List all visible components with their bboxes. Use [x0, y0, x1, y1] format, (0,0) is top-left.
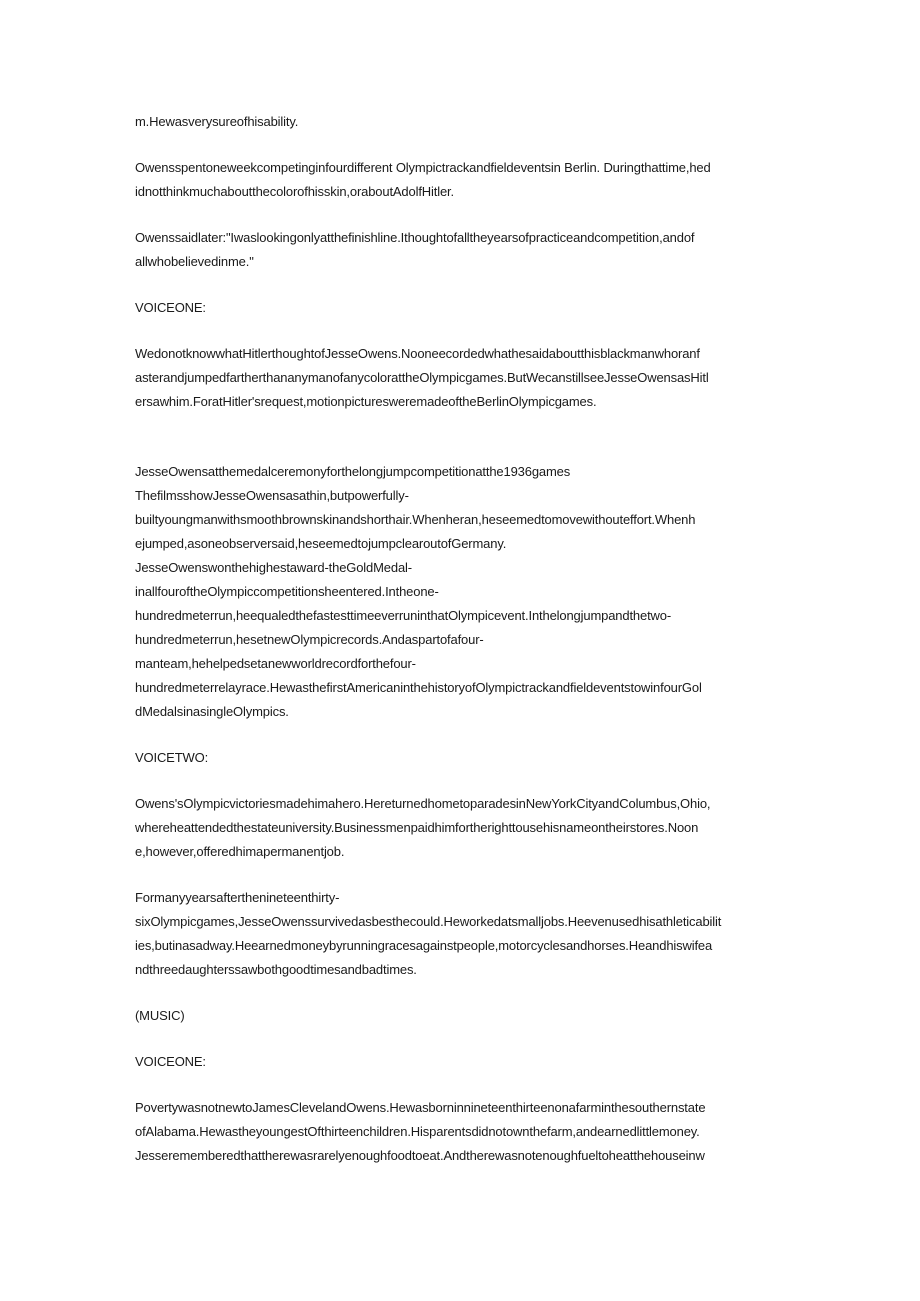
text-line: hundredmeterrun,hesetnewOlympicrecords.Andaspartofafour- — [135, 632, 484, 647]
text-line: whereheattendedthestateuniversity.Businessmenpaidhimfortherighttousehisnameontheirstores.Noon — [135, 820, 699, 835]
paragraph-gap — [135, 982, 787, 1004]
text-line: manteam,hehelpedsetanewworldrecordforthefour- — [135, 656, 416, 671]
text-line: ndthreedaughterssawbothgoodtimesandbadtimes. — [135, 962, 417, 977]
text-line: Owensspentoneweekcompetinginfourdifferent Olympictrackandfieldeventsin Berlin. Duringthattime,hed — [135, 160, 711, 175]
text-line: WedonotknowwhatHitlerthoughtofJesseOwens.Nooneecordedwhathesaidaboutthisblackmanwhoranf — [135, 346, 700, 361]
text-line: ofAlabama.HewastheyoungestOfthirteenchildren.Hisparentsdidnotownthefarm,andearnedlittlemoney. — [135, 1124, 700, 1139]
text-line: Jesserememberedthattherewasrarelyenoughfoodtoeat.Andtherewasnotenoughfueltoheatthehouseinw — [135, 1148, 705, 1163]
text-line: Owens'sOlympicvictoriesmadehimahero.HereturnedhometoparadesinNewYorkCityandColumbus,Ohio, — [135, 796, 711, 811]
paragraph-gap — [135, 770, 787, 792]
text-line: ThefilmsshowJesseOwensasathin,butpowerfully- — [135, 488, 409, 503]
paragraph-gap — [135, 274, 787, 296]
photo-caption: JesseOwensatthemedalceremonyforthelongjumpcompetitionatthe1936games — [135, 464, 571, 479]
text-line: PovertywasnotnewtoJamesClevelandOwens.Hewasborninnineteenthirteenonafarminthesouthernstate — [135, 1100, 706, 1115]
document-page — [135, 110, 787, 1168]
text-line: ersawhim.ForatHitler'srequest,motionpicturesweremadeoftheBerlinOlympicgames. — [135, 394, 597, 409]
text-line: JesseOwenswonthehighestaward-theGoldMedal- — [135, 560, 412, 575]
text-line: Owenssaidlater:"Iwaslookingonlyatthefinishline.Ithoughtofalltheyearsofpracticeandcompetition,andof — [135, 230, 695, 245]
speaker-label: VOICEONE: — [135, 300, 206, 315]
paragraph-gap — [135, 724, 787, 746]
text-line: idnotthinkmuchaboutthecolorofhisskin,oraboutAdolfHitler. — [135, 184, 454, 199]
paragraph-gap — [135, 204, 787, 226]
text-line: ejumped,asoneobserversaid,heseemedtojumpclearoutofGermany. — [135, 536, 507, 551]
paragraph-gap — [135, 864, 787, 886]
speaker-label: VOICEONE: — [135, 1054, 206, 1069]
text-line: builtyoungmanwithsmoothbrownskinandshorthair.Whenheran,heseemedtomovewithouteffort.Whenh — [135, 512, 696, 527]
paragraph-gap — [135, 414, 787, 460]
text-line: ies,butinasadway.Heearnedmoneybyrunningracesagainstpeople,motorcyclesandhorses.Heandhiswifea — [135, 938, 713, 953]
text-line: sixOlympicgames,JesseOwenssurvivedasbesthecould.Heworkedatsmalljobs.Heevenusedhisathleticabilit — [135, 914, 722, 929]
text-line: dMedalsinasingleOlympics. — [135, 704, 289, 719]
text-line: asterandjumpedfartherthananymanofanycolorattheOlympicgames.ButWecanstillseeJesseOwensasHitl — [135, 370, 709, 385]
text-line: m.Hewasverysureofhisability. — [135, 114, 299, 129]
paragraph-gap — [135, 1028, 787, 1050]
text-line: allwhobelievedinme." — [135, 254, 254, 269]
paragraph-gap — [135, 1074, 787, 1096]
paragraph-gap — [135, 320, 787, 342]
paragraph-gap — [135, 134, 787, 156]
text-line: hundredmeterrelayrace.HewasthefirstAmericaninthehistoryofOlympictrackandfieldeventstowinfourGol — [135, 680, 702, 695]
speaker-label: VOICETWO: — [135, 750, 209, 765]
text-line: hundredmeterrun,heequaledthefastesttimeeverruninthatOlympicevent.Inthelongjumpandthetwo- — [135, 608, 672, 623]
text-line: inallfouroftheOlympiccompetitionsheentered.Intheone- — [135, 584, 439, 599]
stage-direction: (MUSIC) — [135, 1008, 185, 1023]
text-line: e,however,offeredhimapermanentjob. — [135, 844, 345, 859]
text-line: Formanyyearsafterthenineteenthirty- — [135, 890, 340, 905]
